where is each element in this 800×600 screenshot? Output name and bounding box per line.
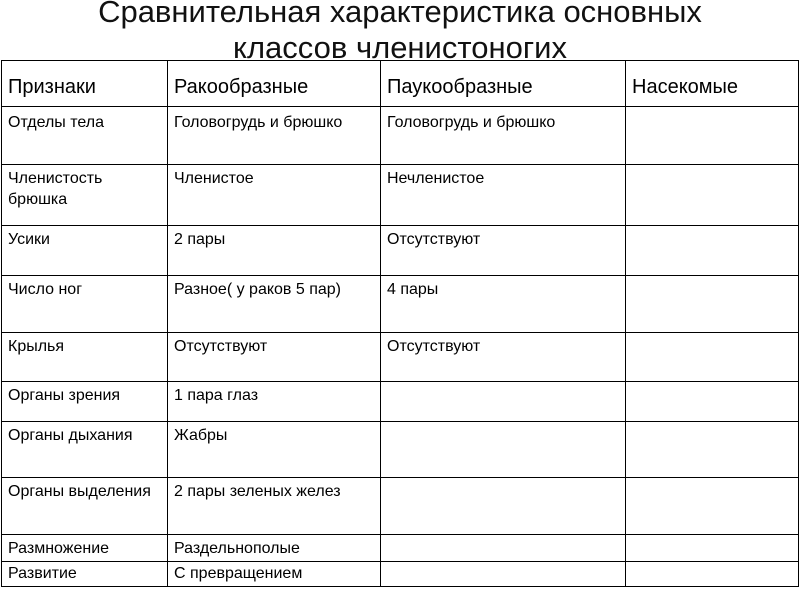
table-row [2,333,799,382]
cell-arachnids [381,422,626,478]
cell-insects [626,226,799,276]
cell-crustaceans: Разное( у раков 5 пар) [168,276,381,333]
table-row [2,165,799,226]
table-row [2,535,799,562]
cell-arachnids: Отсутствуют [381,226,626,276]
cell-crustaceans: 2 пары [168,226,381,276]
cell-feature: Число ног [2,276,168,333]
table-row [2,107,799,165]
cell-arachnids: Отсутствуют [381,333,626,382]
cell-insects [626,422,799,478]
cell-arachnids [381,535,626,562]
cell-arachnids: Нечленистое [381,165,626,226]
cell-feature: Отделы тела [2,107,168,165]
cell-insects [626,562,799,587]
cell-arachnids [381,382,626,422]
page-title: Сравнительная характеристика основных классов членистоногих [98,0,702,65]
table-row [2,382,799,422]
header-crustaceans: Ракообразные [168,61,381,107]
cell-insects [626,382,799,422]
cell-feature: Усики [2,226,168,276]
header-arachnids: Паукообразные [381,61,626,107]
cell-arachnids: 4 пары [381,276,626,333]
cell-crustaceans: Головогрудь и брюшко [168,107,381,165]
cell-insects [626,276,799,333]
cell-crustaceans: 1 пара глаз [168,382,381,422]
table-row [2,562,799,587]
header-insects: Насекомые [626,61,799,107]
comparison-table [1,60,799,587]
cell-insects [626,535,799,562]
cell-crustaceans: 2 пары зеленых желез [168,478,381,535]
cell-crustaceans: Отсутствуют [168,333,381,382]
cell-crustaceans: Жабры [168,422,381,478]
header-features: Признаки [2,61,168,107]
table-row [2,422,799,478]
cell-feature: Развитие [2,562,168,587]
cell-insects [626,333,799,382]
table-row [2,478,799,535]
table-header-row [2,61,799,107]
cell-feature: Членистость брюшка [2,165,168,226]
cell-insects [626,478,799,535]
cell-arachnids [381,562,626,587]
cell-arachnids: Головогрудь и брюшко [381,107,626,165]
cell-arachnids [381,478,626,535]
cell-feature: Размножение [2,535,168,562]
cell-feature: Органы выделения [2,478,168,535]
cell-feature: Органы зрения [2,382,168,422]
cell-feature: Крылья [2,333,168,382]
cell-crustaceans: Членистое [168,165,381,226]
cell-insects [626,107,799,165]
cell-feature: Органы дыхания [2,422,168,478]
table-row [2,276,799,333]
table-row [2,226,799,276]
cell-crustaceans: Раздельнополые [168,535,381,562]
cell-insects [626,165,799,226]
cell-crustaceans: С превращением [168,562,381,587]
